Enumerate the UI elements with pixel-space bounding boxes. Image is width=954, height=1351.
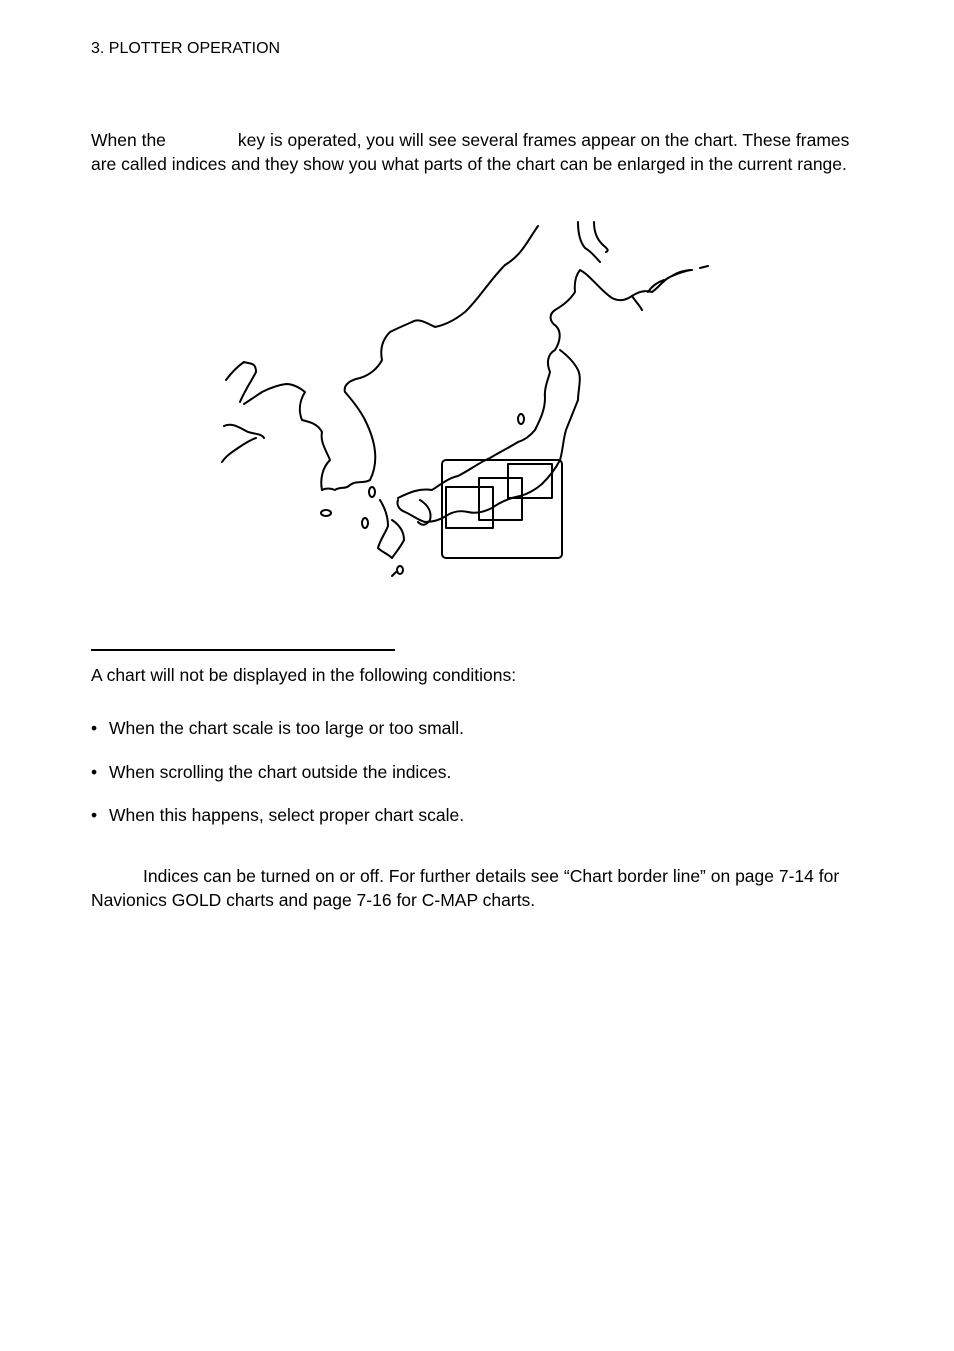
coastline-honshu	[322, 226, 538, 490]
conditions-intro: A chart will not be displayed in the following conditions:	[91, 665, 517, 685]
island-oki	[369, 487, 375, 497]
intro-lead-text: When the	[91, 130, 166, 150]
island-goto	[362, 518, 368, 528]
list-item: • When this happens, select proper chart scale.	[91, 803, 464, 847]
note-text: Indices can be turned on or off. For further details see “Chart border line” on page 7-14 for Navionics GOLD charts and page 7-16 for C-MAP charts.	[91, 866, 840, 910]
island-yakushima	[397, 566, 403, 574]
page-header: 3. PLOTTER OPERATION	[91, 40, 281, 57]
island-tsushima	[321, 510, 331, 516]
section-divider	[91, 649, 395, 651]
intro-paragraph	[91, 128, 851, 176]
conditions-list	[91, 716, 464, 847]
intro-body-text: key is operated, you will see several frames appear on the chart. These frames are called indices and they show you what parts of the chart can be enlarged in the current range.	[91, 130, 850, 174]
coastline-hokkaido	[578, 222, 708, 310]
list-item: • When the chart scale is too large or too small.	[91, 716, 464, 760]
list-item: • When scrolling the chart outside the indices.	[91, 760, 464, 804]
index-frame-west	[446, 487, 493, 528]
island-sado	[518, 414, 524, 424]
coastline-korea	[222, 362, 330, 490]
island-tanegashima	[392, 572, 396, 576]
chart-indices-illustration	[210, 210, 720, 590]
note-paragraph	[91, 864, 851, 912]
